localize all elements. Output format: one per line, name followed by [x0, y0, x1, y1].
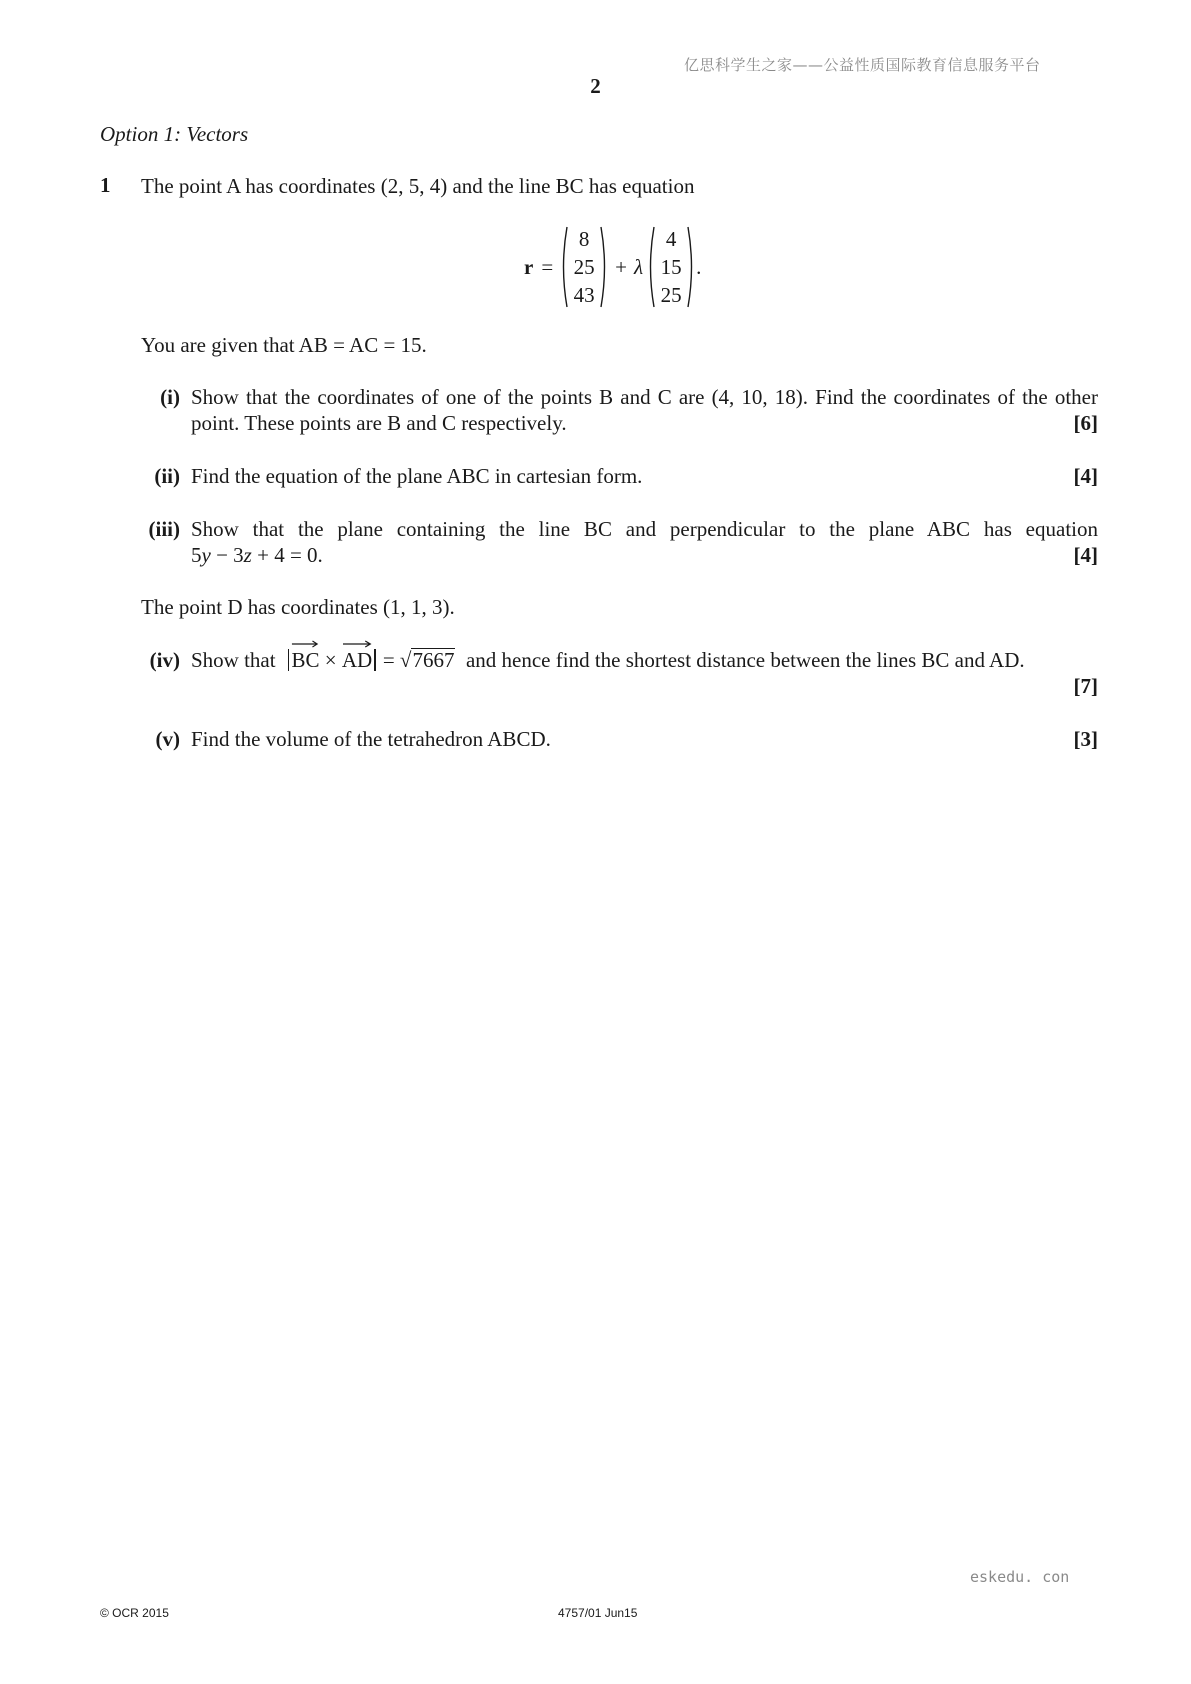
arrow-icon: [291, 640, 319, 648]
eq-var-y: y: [201, 543, 211, 567]
cross-sign: ×: [324, 648, 337, 672]
right-paren-icon: [599, 225, 609, 309]
point-vector: [559, 224, 609, 310]
arrow-icon: [342, 640, 372, 648]
question-number: 1: [100, 173, 111, 197]
part-ii-label: (ii): [154, 464, 180, 488]
part-iv-prefix: Show that: [191, 648, 276, 672]
eq-coef: 5: [191, 543, 202, 567]
given-statement: You are given that AB = AC = 15.: [141, 333, 427, 357]
direction-vector-y: 15: [660, 255, 682, 279]
part-v-text: Find the volume of the tetrahedron ABCD.: [191, 727, 551, 751]
radicand: 7667: [412, 648, 455, 672]
vector-bc: BC: [291, 647, 319, 673]
vector-r: r: [524, 254, 534, 279]
point-vector-x: 8: [578, 227, 590, 251]
part-iii-line1: Show that the plane containing the line BC and perpendicular to the plane ABC has equation: [191, 517, 1098, 541]
part-i-label: (i): [160, 385, 180, 409]
point-d-statement: The point D has coordinates (1, 1, 3).: [141, 595, 455, 619]
right-paren-icon: [686, 225, 696, 309]
watermark-top: 亿思科学生之家——公益性质国际教育信息服务平台: [684, 56, 1041, 74]
part-iv-label: (iv): [149, 648, 180, 672]
part-iv-marks: [7]: [1073, 674, 1098, 698]
footer-code: 4757/01 Jun15: [558, 1606, 638, 1620]
vector-ad: AD: [342, 647, 372, 673]
part-iii-label: (iii): [148, 517, 180, 541]
point-vector-z: 43: [573, 283, 595, 307]
square-root: [400, 647, 456, 673]
plus-sign: +: [615, 254, 628, 279]
direction-vector-x: 4: [665, 227, 677, 251]
part-i-line2: point. These points are B and C respectively.: [191, 411, 567, 435]
part-v-marks: [3]: [1073, 727, 1098, 751]
point-vector-y: 25: [573, 255, 595, 279]
part-v-label: (v): [155, 727, 180, 751]
part-ii-text: Find the equation of the plane ABC in cartesian form.: [191, 464, 643, 488]
section-heading: Option 1: Vectors: [100, 122, 249, 146]
part-iii-marks: [4]: [1073, 543, 1098, 567]
eq-end: + 4 = 0.: [251, 543, 323, 567]
part-iv-suffix: and hence find the shortest distance between the lines BC and AD.: [465, 648, 1025, 672]
watermark-bottom: eskedu. con: [970, 1568, 1070, 1586]
lambda: λ: [634, 254, 644, 279]
eq-mid: − 3: [210, 543, 244, 567]
equation-end: .: [696, 254, 702, 279]
abs-bar-right: [374, 649, 375, 671]
part-iii-equation: [191, 542, 323, 568]
equals-sign: =: [382, 648, 395, 672]
direction-vector: [646, 224, 696, 310]
part-i-marks: [6]: [1073, 411, 1098, 435]
abs-bar-left: [288, 649, 289, 671]
footer-copyright: © OCR 2015: [100, 1606, 169, 1620]
part-iv-text: [191, 647, 1025, 673]
line-equation: [524, 222, 701, 312]
left-paren-icon: [559, 225, 569, 309]
page-number: 2: [590, 74, 601, 98]
part-i-line1: Show that the coordinates of one of the points B and C are (4, 10, 18). Find the coordinates of the other: [191, 385, 1098, 409]
question-intro: The point A has coordinates (2, 5, 4) and the line BC has equation: [141, 174, 695, 198]
equals-sign: =: [541, 254, 554, 279]
direction-vector-z: 25: [660, 283, 682, 307]
part-ii-marks: [4]: [1073, 464, 1098, 488]
eq-var-z: z: [243, 543, 252, 567]
left-paren-icon: [646, 225, 656, 309]
sqrt-icon: √: [399, 648, 412, 672]
